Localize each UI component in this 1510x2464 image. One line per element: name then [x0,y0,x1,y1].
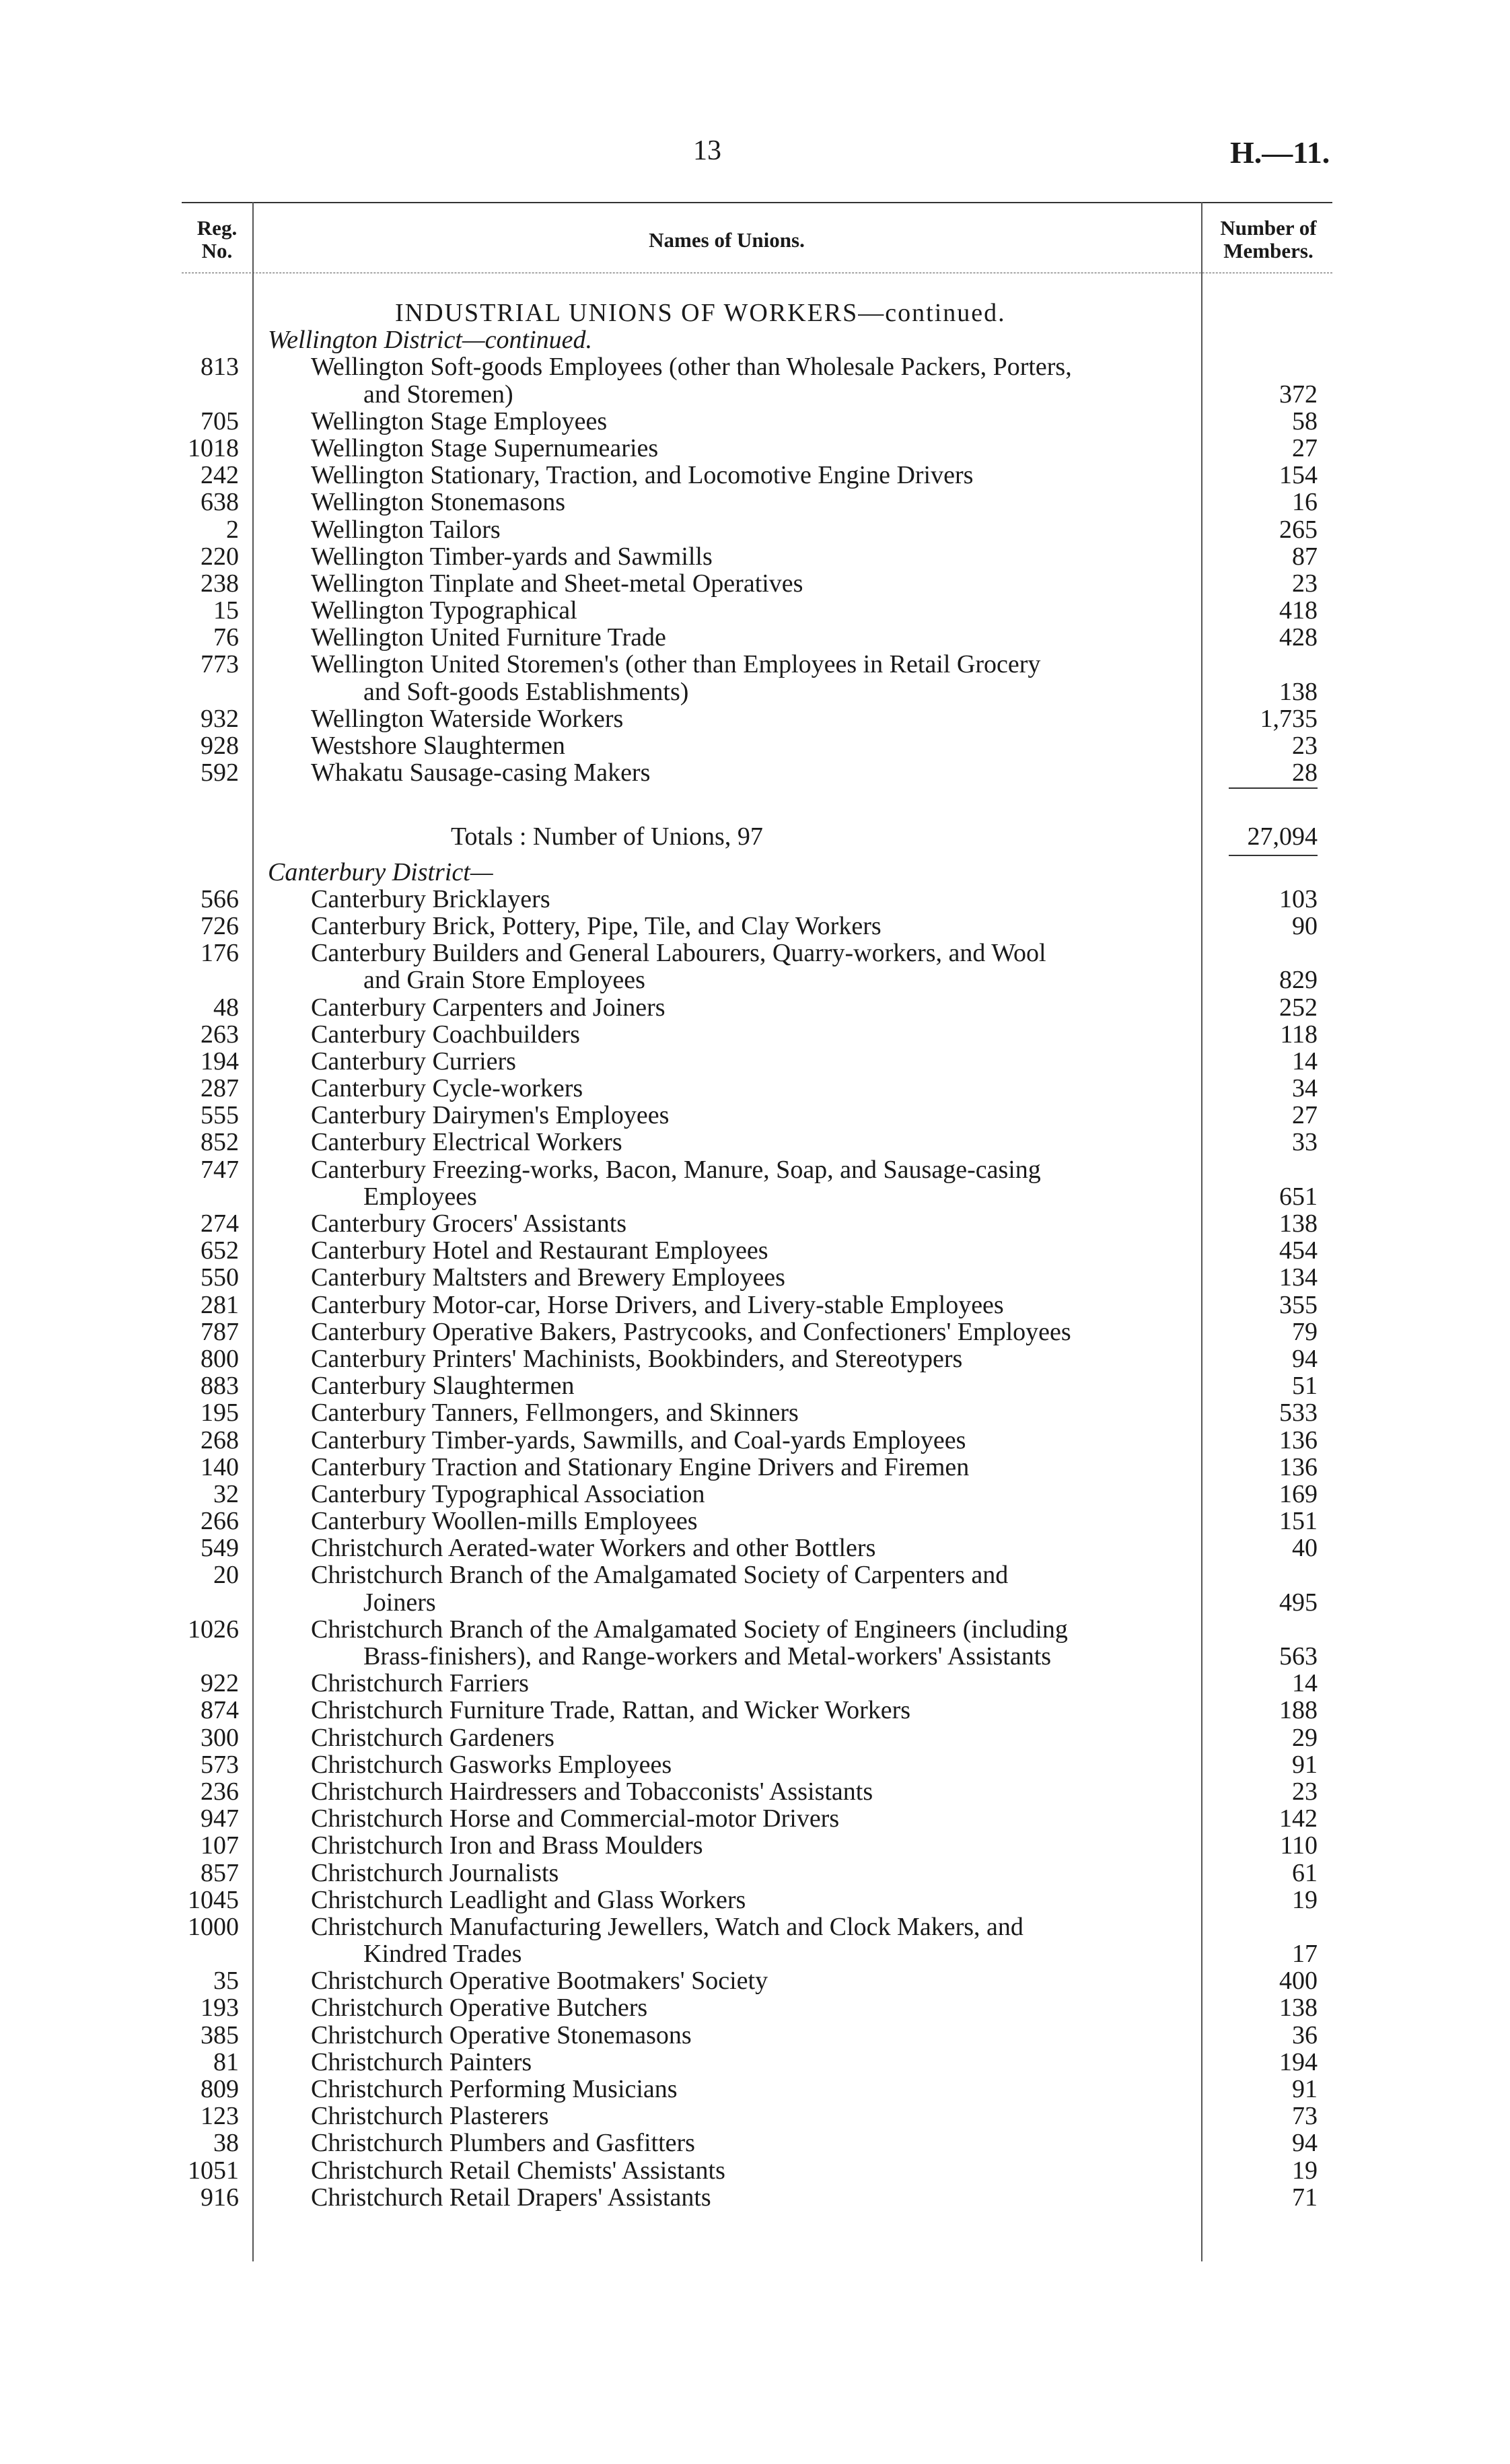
member-count: 19 [1292,2156,1318,2185]
table-row [0,966,1510,993]
member-count: 103 [1279,884,1318,913]
member-count: 194 [1279,2047,1318,2076]
reg-number: 705 [201,407,239,435]
table-row [0,1832,1510,1859]
member-count: 19 [1292,1885,1318,1914]
table-row [0,1805,1510,1832]
table-row [0,381,1510,408]
member-count: 23 [1292,732,1318,760]
reg-number: 787 [201,1317,239,1346]
table-row [0,732,1510,759]
union-name: Canterbury Electrical Workers [311,1128,622,1157]
table-row [0,462,1510,489]
member-count: 265 [1279,515,1318,544]
table-row [0,408,1510,435]
member-count: 110 [1280,1831,1318,1860]
table-row [0,2022,1510,2049]
page-number: 13 [693,135,721,166]
member-count: 138 [1279,677,1318,706]
union-name: Christchurch Aerated-water Workers and other Bottlers [311,1534,876,1563]
table-row [0,886,1510,913]
member-count: 355 [1279,1290,1318,1319]
table-row [0,326,1510,353]
reg-number: 38 [213,2129,239,2158]
union-name: Canterbury Curriers [311,1047,516,1076]
union-name-continued: Brass-finishers), and Range-workers and Metal-workers' Assistants [363,1642,1052,1670]
table-row [0,1292,1510,1318]
table-row [0,994,1510,1021]
member-count: 495 [1279,1588,1318,1617]
table-row [0,435,1510,462]
reg-number: 238 [201,569,239,598]
reg-number: 300 [201,1723,239,1752]
reg-number: 726 [201,911,239,940]
member-count: 34 [1292,1074,1318,1103]
table-row [0,913,1510,940]
table-row [0,624,1510,651]
table-row [0,353,1510,380]
member-count: 73 [1292,2102,1318,2131]
reg-number: 32 [213,1479,239,1508]
union-name: Canterbury Carpenters and Joiners [311,993,666,1022]
table-row [0,1481,1510,1508]
member-count: 651 [1279,1182,1318,1211]
table-row [0,1048,1510,1075]
reg-number: 813 [201,353,239,382]
member-count: 151 [1279,1507,1318,1536]
member-count: 87 [1292,542,1318,571]
union-name: Christchurch Furniture Trade, Rattan, and Wicker Workers [311,1696,911,1725]
member-count: 400 [1279,1967,1318,1996]
column-header-reg-line2: No. [201,239,233,262]
reg-number: 76 [213,623,239,652]
union-name: Christchurch Operative Butchers [311,1994,648,2022]
member-count: 563 [1279,1642,1318,1670]
union-name-continued: and Storemen) [363,380,513,409]
union-name: Canterbury Maltsters and Brewery Employees [311,1263,785,1292]
table-row [0,1670,1510,1697]
table-row [0,1589,1510,1616]
totals-rule-bottom [1229,855,1318,856]
table-row [0,1237,1510,1264]
totals-label: Totals : Number of Unions, 97 [451,822,763,851]
table-top-rule [182,202,1332,203]
member-count: 118 [1280,1020,1318,1049]
union-name: Canterbury Motor-car, Horse Drivers, and Livery-stable Employees [311,1290,1004,1319]
district-heading: Canterbury District— [268,857,493,886]
reg-number: 266 [201,1507,239,1536]
totals-value: 27,094 [1247,822,1318,851]
member-count: 829 [1279,966,1318,995]
member-count: 138 [1279,1209,1318,1238]
reg-number: 592 [201,759,239,787]
union-name: Canterbury Grocers' Assistants [311,1209,627,1238]
member-count: 14 [1292,1047,1318,1076]
table-row [0,1264,1510,1291]
reg-number: 1000 [188,1912,239,1941]
table-row [0,2049,1510,2076]
reg-number: 852 [201,1128,239,1157]
reg-number: 883 [201,1372,239,1401]
table-row [0,2076,1510,2103]
reg-number: 194 [201,1047,239,1076]
union-name: Christchurch Gardeners [311,1723,554,1752]
member-count: 142 [1279,1804,1318,1833]
member-count: 28 [1292,759,1318,787]
reg-number: 220 [201,542,239,571]
table-row [0,1561,1510,1588]
reg-number: 652 [201,1236,239,1265]
member-count: 94 [1292,1344,1318,1373]
member-count: 136 [1279,1425,1318,1454]
column-header-names: Names of Unions. [649,228,805,252]
reg-number: 193 [201,1994,239,2022]
table-row [0,1183,1510,1210]
union-name: Wellington United Storemen's (other than Employees in Retail Grocery [311,650,1041,679]
union-name: Christchurch Operative Bootmakers' Society [311,1967,768,1996]
union-name-continued: and Grain Store Employees [363,966,645,995]
reg-number: 809 [201,2075,239,2103]
table-row [0,1778,1510,1805]
member-count: 61 [1292,1858,1318,1887]
reg-number: 916 [201,2183,239,2212]
union-name: Canterbury Bricklayers [311,884,550,913]
union-name: Canterbury Freezing-works, Bacon, Manure, Soap, and Sausage-casing [311,1155,1041,1184]
member-count: 71 [1292,2183,1318,2212]
union-name: Canterbury Printers' Machinists, Bookbinders, and Stereotypers [311,1344,963,1373]
reg-number: 1018 [188,433,239,462]
reg-number: 274 [201,1209,239,1238]
reg-number: 263 [201,1020,239,1049]
table-row [0,1399,1510,1426]
district-heading: Wellington District—continued. [268,326,593,355]
member-count: 90 [1292,911,1318,940]
reg-number: 242 [201,461,239,490]
union-name: Christchurch Branch of the Amalgamated Society of Carpenters and [311,1561,1009,1590]
table-row [0,1751,1510,1778]
union-name: Canterbury Brick, Pottery, Pipe, Tile, and Clay Workers [311,911,882,940]
member-count: 33 [1292,1128,1318,1157]
table-row [0,1643,1510,1670]
union-name: Canterbury Woollen-mills Employees [311,1507,698,1536]
union-name: Wellington Soft-goods Employees (other than Wholesale Packers, Porters, [311,353,1072,382]
union-name: Westshore Slaughtermen [311,732,565,760]
column-header-members-line1: Number of [1220,216,1317,240]
reg-number: 287 [201,1074,239,1103]
member-count: 1,735 [1260,704,1318,733]
reg-number: 549 [201,1534,239,1563]
reg-number: 932 [201,704,239,733]
union-name: Canterbury Hotel and Restaurant Employees [311,1236,768,1265]
union-name: Christchurch Performing Musicians [311,2075,678,2103]
union-name: Canterbury Dairymen's Employees [311,1101,670,1130]
table-row [0,489,1510,516]
member-count: 23 [1292,1777,1318,1806]
union-name: Christchurch Retail Drapers' Assistants [311,2183,711,2212]
table-row [0,1994,1510,2021]
reg-number: 1045 [188,1885,239,1914]
table-row [0,597,1510,624]
reg-number: 928 [201,732,239,760]
table-row [0,940,1510,966]
union-name: Christchurch Horse and Commercial-motor Drivers [311,1804,840,1833]
reg-number: 857 [201,1858,239,1887]
reg-number: 195 [201,1399,239,1428]
reg-number: 747 [201,1155,239,1184]
reg-number: 1026 [188,1615,239,1644]
union-name: Christchurch Hairdressers and Tobacconists' Assistants [311,1777,873,1806]
reg-number: 140 [201,1452,239,1481]
union-name: Wellington Waterside Workers [311,704,624,733]
reg-number: 947 [201,1804,239,1833]
table-row [0,1427,1510,1454]
reg-number: 107 [201,1831,239,1860]
member-count: 138 [1279,1994,1318,2022]
table-row [0,1940,1510,1967]
member-count: 188 [1279,1696,1318,1725]
member-count: 79 [1292,1317,1318,1346]
union-name-continued: Kindred Trades [363,1940,522,1969]
union-name: Wellington Stage Supernumearies [311,433,659,462]
reg-number: 2 [226,515,239,544]
reg-number: 15 [213,596,239,625]
table-row [0,1724,1510,1751]
union-name: Christchurch Plumbers and Gasfitters [311,2129,695,2158]
union-name: Wellington United Furniture Trade [311,623,666,652]
table-row [0,2184,1510,2211]
reg-number: 48 [213,993,239,1022]
table-row [0,1102,1510,1129]
union-name: Christchurch Farriers [311,1669,529,1698]
union-name: Canterbury Typographical Association [311,1479,705,1508]
reg-number: 800 [201,1344,239,1373]
reg-number: 573 [201,1750,239,1779]
member-count: 16 [1292,488,1318,517]
member-count: 154 [1279,461,1318,490]
column-header-reg [182,217,252,262]
union-name: Canterbury Builders and General Labourers, Quarry-workers, and Wool [311,939,1046,968]
table-row [0,1345,1510,1372]
union-name: Wellington Stonemasons [311,488,565,517]
member-count: 136 [1279,1452,1318,1481]
union-name: Christchurch Branch of the Amalgamated Society of Engineers (including [311,1615,1068,1644]
page-header [0,135,1510,182]
table-row [0,2103,1510,2129]
table-row [0,786,1510,823]
member-count: 372 [1279,380,1318,409]
union-name-continued: and Soft-goods Establishments) [363,677,689,706]
table-row [0,570,1510,597]
union-name: Canterbury Coachbuilders [311,1020,580,1049]
unions-table [0,300,1510,2211]
column-header-members [1201,217,1336,262]
union-name: Wellington Timber-yards and Sawmills [311,542,713,571]
table-row [0,2129,1510,2156]
union-name: Canterbury Timber-yards, Sawmills, and Coal-yards Employees [311,1425,966,1454]
reg-number: 555 [201,1101,239,1130]
union-name: Canterbury Slaughtermen [311,1372,575,1401]
table-row [0,651,1510,678]
union-name: Whakatu Sausage-casing Makers [311,759,651,787]
reg-number: 176 [201,939,239,968]
union-name: Christchurch Gasworks Employees [311,1750,672,1779]
table-row [0,851,1510,859]
union-name: Christchurch Iron and Brass Moulders [311,1831,703,1860]
table-row [0,1697,1510,1724]
reg-number: 81 [213,2047,239,2076]
table-row [0,1021,1510,1048]
reg-number: 123 [201,2102,239,2131]
reg-number: 566 [201,884,239,913]
member-count: 40 [1292,1534,1318,1563]
reg-number: 638 [201,488,239,517]
union-name: Wellington Typographical [311,596,577,625]
table-row [0,543,1510,570]
union-name: Wellington Tinplate and Sheet-metal Operatives [311,569,803,598]
table-row [0,1156,1510,1183]
member-count: 134 [1279,1263,1318,1292]
member-count: 17 [1292,1940,1318,1969]
reg-number: 385 [201,2020,239,2049]
union-name-continued: Employees [363,1182,477,1211]
member-count: 51 [1292,1372,1318,1401]
union-name: Wellington Stationary, Traction, and Locomotive Engine Drivers [311,461,974,490]
reg-number: 922 [201,1669,239,1698]
reg-number: 281 [201,1290,239,1319]
table-row [0,1318,1510,1345]
table-row [0,1967,1510,1994]
table-row [0,1210,1510,1237]
table-row [0,516,1510,543]
column-header-reg-line1: Reg. [196,216,238,240]
table-row [0,678,1510,705]
table-row [0,705,1510,732]
union-name: Canterbury Traction and Stationary Engine Drivers and Firemen [311,1452,970,1481]
union-name: Christchurch Retail Chemists' Assistants [311,2156,725,2185]
reg-number: 35 [213,1967,239,1996]
member-count: 533 [1279,1399,1318,1428]
table-row [0,2157,1510,2184]
member-count: 418 [1279,596,1318,625]
member-count: 91 [1292,2075,1318,2103]
table-row [0,759,1510,786]
table-row [0,859,1510,886]
table-row [0,1508,1510,1535]
table-row [0,823,1510,850]
union-name: Wellington Tailors [311,515,501,544]
member-count: 27 [1292,433,1318,462]
union-name: Canterbury Operative Bakers, Pastrycooks, and Confectioners' Employees [311,1317,1071,1346]
table-row [0,1535,1510,1561]
member-count: 58 [1292,407,1318,435]
union-name: Christchurch Painters [311,2047,532,2076]
member-count: 454 [1279,1236,1318,1265]
table-row [0,1616,1510,1643]
member-count: 428 [1279,623,1318,652]
table-row [0,1372,1510,1399]
union-name: Christchurch Manufacturing Jewellers, Watch and Clock Makers, and [311,1912,1023,1941]
section-title: INDUSTRIAL UNIONS OF WORKERS—continued. [395,299,1006,327]
table-row [0,300,1510,326]
member-count: 169 [1279,1479,1318,1508]
member-count: 27 [1292,1101,1318,1130]
reg-number: 1051 [188,2156,239,2185]
member-count: 94 [1292,2129,1318,2158]
table-row [0,1454,1510,1481]
table-row [0,1129,1510,1156]
column-header-members-line2: Members. [1223,239,1314,262]
union-name: Christchurch Journalists [311,1858,559,1887]
union-name-continued: Joiners [363,1588,436,1617]
reg-number: 874 [201,1696,239,1725]
member-count: 29 [1292,1723,1318,1752]
reg-number: 268 [201,1425,239,1454]
union-name: Canterbury Cycle-workers [311,1074,583,1103]
union-name: Christchurch Leadlight and Glass Workers [311,1885,746,1914]
member-count: 14 [1292,1669,1318,1698]
table-row [0,1860,1510,1887]
reg-number: 773 [201,650,239,679]
member-count: 91 [1292,1750,1318,1779]
reg-number: 236 [201,1777,239,1806]
table-row [0,1887,1510,1913]
document-reference: H.—11. [1230,135,1330,170]
reg-number: 20 [213,1561,239,1590]
reg-number: 550 [201,1263,239,1292]
union-name: Christchurch Operative Stonemasons [311,2020,692,2049]
totals-rule [1229,787,1318,789]
union-name: Canterbury Tanners, Fellmongers, and Skinners [311,1399,799,1428]
member-count: 252 [1279,993,1318,1022]
table-row [0,1075,1510,1102]
union-name: Wellington Stage Employees [311,407,608,435]
member-count: 23 [1292,569,1318,598]
member-count: 36 [1292,2020,1318,2049]
union-name: Christchurch Plasterers [311,2102,549,2131]
table-row [0,1913,1510,1940]
